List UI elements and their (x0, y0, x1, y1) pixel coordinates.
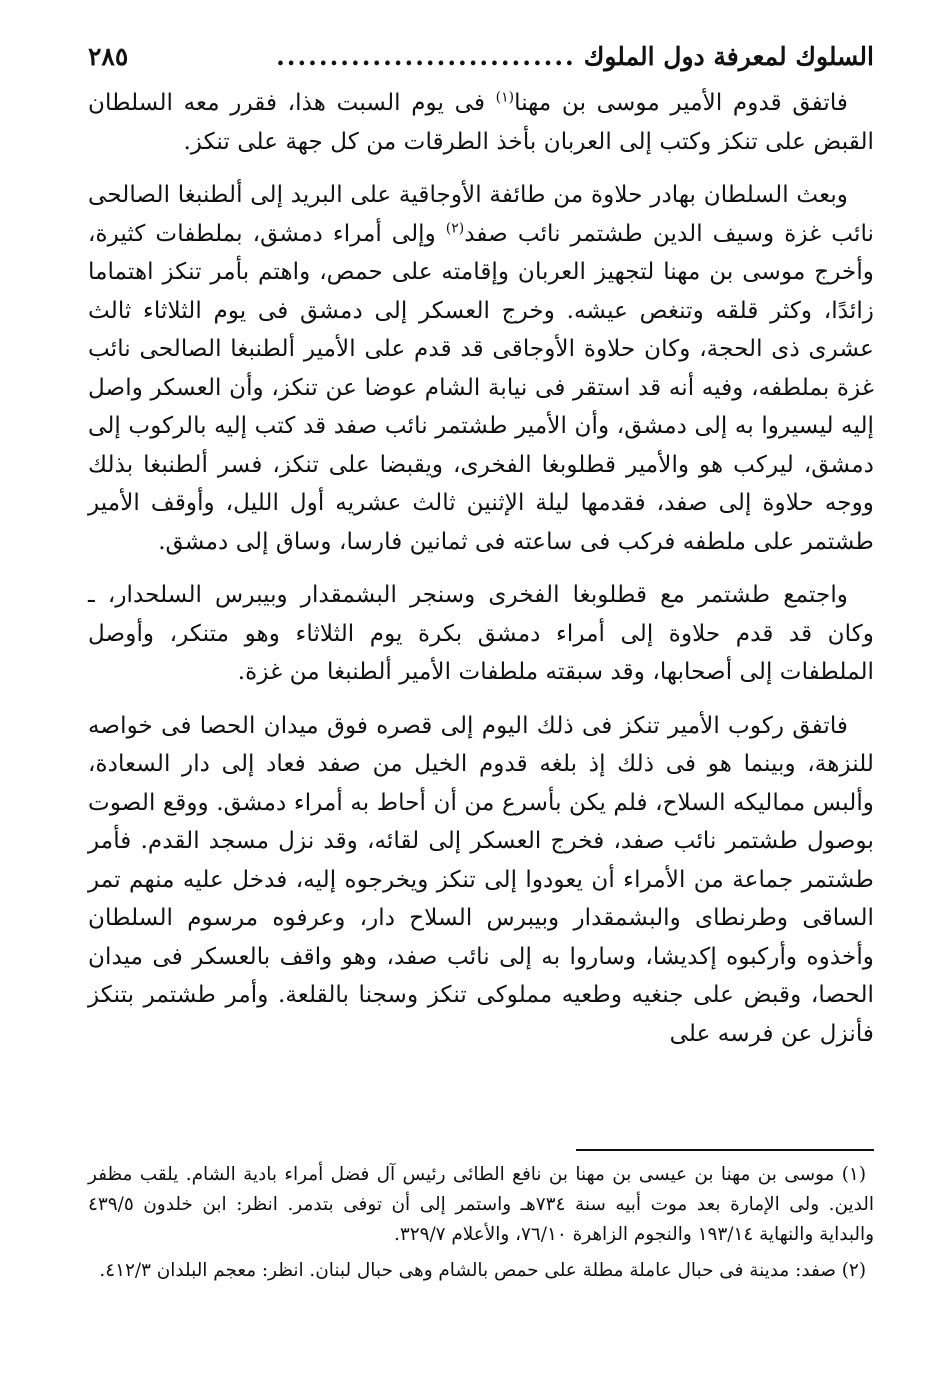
book-page (88, 42, 874, 1362)
footnote: (١) موسى بن مهنا بن عيسى بن مهنا بن نافع الطائى رئيس آل فضل أمراء بادية الشام. يلقب مظفر الدين. ولى الإمارة بعد موت أبيه سنة ٧٣٤هـ واستمر إلى أن توفى بتدمر. انظر: ابن خلدون ٤٣٩/٥ والبداية والنهاية ١٩٣/١٤ والنجوم الزاهرة ٧٦/١٠، والأعلام ٣٢٩/٧. (88, 1164, 874, 1245)
paragraph-text: فاتفق ركوب الأمير تنكز فى ذلك اليوم إلى قصره فوق ميدان الحصا فى خواصه للنزهة، وبينما هو فى ذلك إذ بلغه قدوم الخيل من صفد فعاد إلى دار السعادة، وألبس مماليكه السلاح، فلم يكن بأسرع من أن أحاط به أمراء دمشق. ووقع الصوت بوصول طشتمر نائب صفد، فخرج العسكر إلى لقائه، وقد نزل مسجد القدم. فأمر طشتمر جماعة من الأمراء أن يعودوا إلى تنكز ويخرجوه إليه، فدخل عليه منهم تمر الساقى وطرنطاى والبشمقدار وبيبرس السلاح دار، وعرفوه مرسوم السلطان وأخذوه وأركبوه إكديشا، وساروا به إلى نائب صفد، وهو واقف بالعسكر فى ميدان الحصا، وقبض على جنغيه وطعيه مملوكى تنكز وسجنا بالقلعة. وأمر طشتمر بتنكز فأنزل عن فرسه على (88, 711, 874, 1047)
footnotes (88, 1160, 874, 1292)
paragraph (88, 707, 874, 1054)
paragraph-text: وبعث السلطان بهادر حلاوة من طائفة الأوجاقية على البريد إلى ألطنبغا الصالحى نائب غزة وسيف الدين طشتمر نائب صفد (88, 181, 874, 247)
paragraph-text: فاتفق قدوم الأمير موسى بن مهنا (514, 89, 849, 116)
paragraph-text: فى يوم السبت هذا، فقرر معه السلطان القبض على تنكز وكتب إلى العربان بأخذ الطرقات من كل جهة على تنكز. (88, 89, 874, 155)
book-title: السلوك لمعرفة دول الملوك (583, 42, 874, 71)
footnote-reference: (١) (495, 89, 515, 106)
paragraph-text: واجتمع طشتمر مع قطلوبغا الفخرى وسنجر البشمقدار وبيبرس السلحدار، ـ وكان قد قدم حلاوة إلى أمراء دمشق بكرة يوم الثلاثاء وهو متنكر، وأوصل الملطفات إلى أصحابها، وقد سبقته ملطفات الأمير ألطنبغا من غزة. (88, 581, 874, 685)
paragraph (88, 84, 874, 161)
footnote: (٢) صفد: مدينة فى حبال عاملة مطلة على حمص بالشام وهى حبال لبنان. انظر: معجم البلدان ٤١٢/٣. (99, 1260, 866, 1281)
running-head (88, 42, 874, 84)
paragraph-text: وإلى أمراء دمشق، بملطفات كثيرة، وأخرج موسى بن مهنا لتجهيز العربان وإقامته على حمص، واهتم بأمر تنكز اهتماما زائدًا، وكثر قلقه وتنغص عيشه. وخرج العسكر إلى دمشق فى يوم الثلاثاء ثالث عشرى ذى الحجة، وكان حلاوة الأوجاقى قد قدم على الأمير ألطنبغا الصالحى نائب غزة بملطفه، وفيه أنه قد استقر فى نيابة الشام عوضا عن تنكز، وأن العسكر واصل إليه ليسيروا به إلى دمشق، وأن الأمير طشتمر نائب صفد قد كتب إليه بالركوب إلى دمشق، ليركب هو والأمير قطلوبغا الفخرى، ويقبضا على تنكز، فسر ألطنبغا بذلك ووجه حلاوة إلى صفد، فقدمها ليلة الإثنين ثالث عشريه أول الليل، وأوقف الأمير طشتمر على ملطفه فركب فى ساعته فى ثمانين فارسا، وساق إلى دمشق. (88, 219, 874, 555)
main-text (88, 84, 874, 1053)
paragraph (88, 576, 874, 692)
page-number: ٢٨٥ (88, 42, 129, 71)
dot-leader: ............................ (276, 42, 576, 71)
paragraph (88, 176, 874, 561)
footnote-separator (576, 1149, 874, 1151)
footnote-reference: (٢) (445, 219, 465, 236)
